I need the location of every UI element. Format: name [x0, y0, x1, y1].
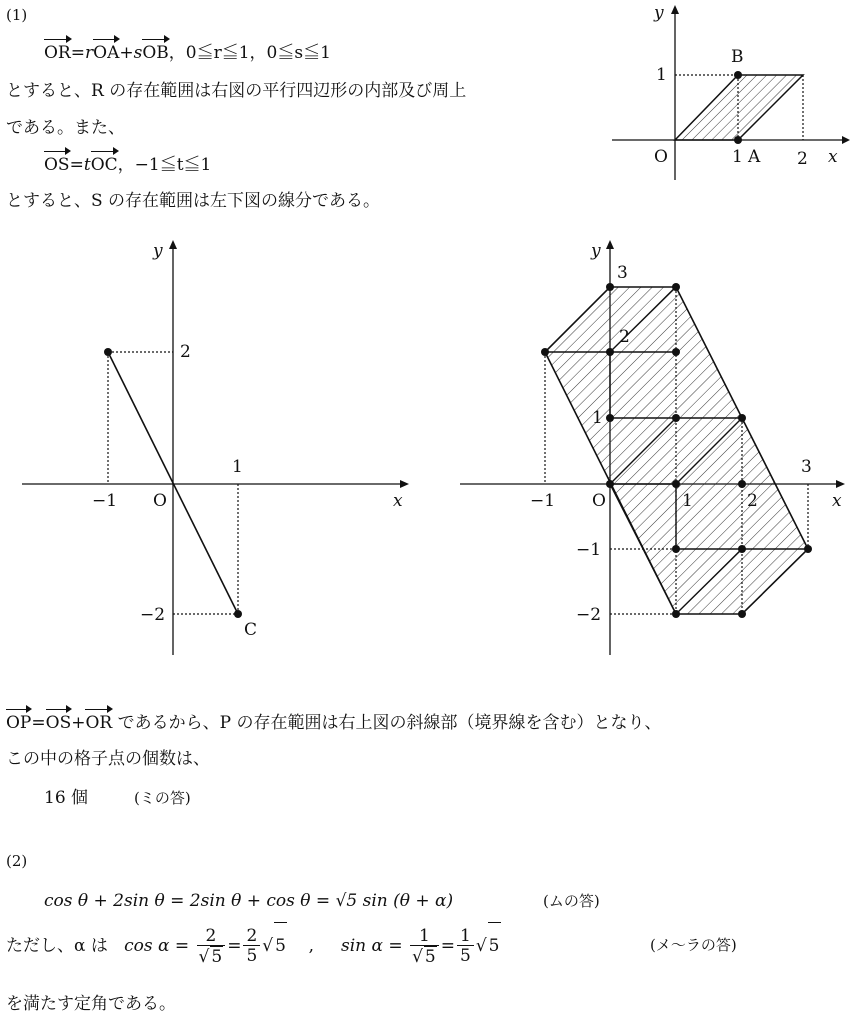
- answer-count: 16 個: [44, 788, 89, 808]
- answer-note: (ミの答): [134, 789, 191, 807]
- label-B: B: [731, 47, 744, 67]
- label-origin: O: [153, 491, 167, 511]
- label-origin: O: [654, 147, 668, 167]
- tick-label: 1: [732, 147, 743, 167]
- text-line: とすると、S の存在範囲は左下図の線分である。: [6, 191, 381, 211]
- axis-label-x: x: [828, 147, 838, 167]
- tick-label: −1: [530, 491, 556, 511]
- answer-note: (メ〜ラの答): [650, 936, 737, 954]
- tick-label: 1: [592, 408, 603, 428]
- axis-label-x: x: [393, 491, 403, 511]
- tick-label: 2: [619, 327, 630, 347]
- equation-trig: cos θ + 2sin θ = 2sin θ + cos θ = √5 sin (θ + α): [44, 891, 454, 911]
- equation-os: OS=tOC，−1≦t≦1: [44, 155, 212, 175]
- tick-label: 1: [232, 457, 243, 477]
- axis-label-y: y: [654, 3, 664, 23]
- label-A: A: [748, 147, 761, 167]
- tick-label: 2: [797, 149, 808, 169]
- tick-label: 3: [617, 263, 628, 283]
- alpha-definition: ただし、α は cos α = $\frac{2}{√ 5}$ = $\frac{2}{5}$ √ 5 , sin α = $\frac{1}{√ 5}$ = $\frac{1}{5}$ √ 5: [6, 922, 501, 969]
- tick-label: 3: [801, 457, 812, 477]
- part1-label: (1): [6, 6, 28, 24]
- text-line: である。また、: [6, 118, 125, 138]
- tick-label: 1: [656, 65, 667, 85]
- tick-label: −1: [92, 491, 118, 511]
- tick-label: 2: [747, 491, 758, 511]
- equation-or: OR=rOA+sOB，0≦r≦1，0≦s≦1: [44, 43, 331, 63]
- axis-label-y: y: [591, 241, 601, 261]
- text-line: とすると、R の存在範囲は右図の平行四辺形の内部及び周上: [6, 81, 467, 101]
- tick-label: −1: [576, 540, 602, 560]
- tick-label: −2: [140, 605, 166, 625]
- tick-label: −2: [576, 605, 602, 625]
- tick-label: 1: [682, 491, 693, 511]
- part2-label: (2): [6, 852, 28, 870]
- label-origin: O: [592, 491, 606, 511]
- answer-note: (ムの答): [543, 892, 600, 910]
- axis-label-y: y: [153, 241, 163, 261]
- tick-label: 2: [180, 342, 191, 362]
- conclusion-line: OP=OS+OR であるから、P の存在範囲は右上図の斜線部（境界線を含む）となり、: [6, 713, 662, 733]
- axis-label-x: x: [832, 491, 842, 511]
- label-C: C: [244, 620, 258, 640]
- text-line: この中の格子点の個数は、: [6, 749, 210, 769]
- text-line: を満たす定角である。: [6, 994, 176, 1014]
